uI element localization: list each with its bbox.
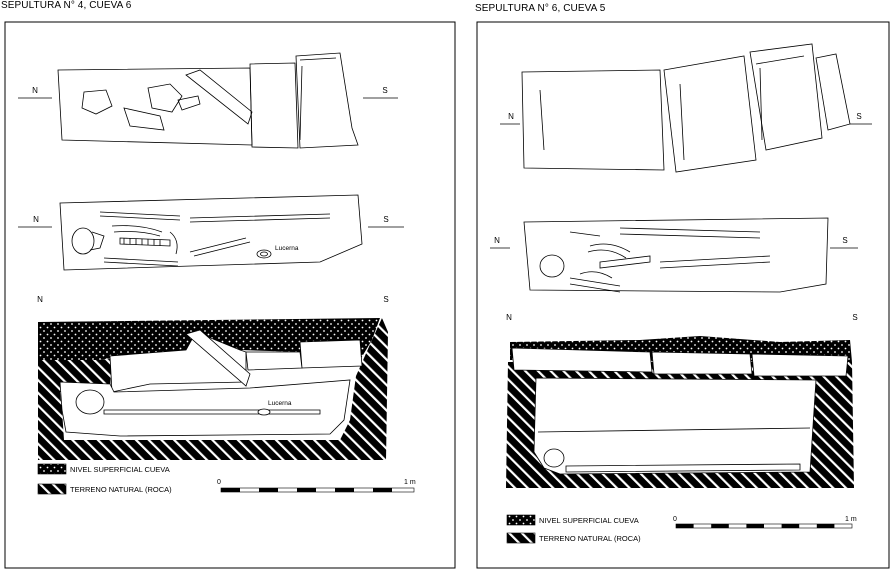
left-scale-start: 0	[217, 479, 221, 486]
right-scale-start: 0	[673, 516, 677, 523]
right-section-north-label: N	[506, 313, 512, 322]
right-panel-title: SEPULTURA N° 6, CUEVA 5	[475, 3, 606, 14]
left-scale-end: 1 m	[404, 479, 416, 486]
left-legend-swatch-hatch	[38, 484, 66, 494]
right-legend-swatch-dots	[507, 515, 535, 525]
left-section-north-label: N	[37, 295, 43, 304]
left-panel-title: SEPULTURA N° 4, CUEVA 6	[1, 0, 132, 11]
right-plan-skeleton	[490, 218, 858, 292]
left-plan-skeleton	[18, 195, 404, 270]
right-panel	[477, 22, 889, 568]
right-scale-end: 1 m	[845, 516, 857, 523]
left-legend-swatch-dots	[38, 464, 66, 474]
right-plan-top-north-label: N	[508, 112, 514, 121]
left-plan-slabs	[18, 53, 398, 148]
left-plan-skeleton-south-label: S	[383, 215, 389, 224]
right-plan-skeleton-south-label: S	[842, 236, 848, 245]
right-legend-label-surface: NIVEL SUPERFICIAL CUEVA	[539, 516, 639, 525]
right-legend-swatch-hatch	[507, 533, 535, 543]
right-plan-top-south-label: S	[856, 112, 862, 121]
right-scale-bar	[673, 516, 857, 528]
left-plan-top-north-label: N	[32, 86, 38, 95]
right-plan-skeleton-north-label: N	[494, 236, 500, 245]
right-section	[506, 313, 858, 488]
left-section-south-label: S	[383, 295, 389, 304]
left-legend-label-surface: NIVEL SUPERFICIAL CUEVA	[70, 465, 170, 474]
right-plan-slabs	[500, 44, 872, 172]
left-lucerna-section-label: Lucerna	[268, 400, 292, 407]
left-legend	[38, 464, 172, 494]
right-legend-label-rock: TERRENO NATURAL (ROCA)	[539, 534, 641, 543]
left-legend-label-rock: TERRENO NATURAL (ROCA)	[70, 485, 172, 494]
left-section	[37, 295, 389, 460]
right-legend	[507, 515, 641, 543]
left-plan-top-south-label: S	[382, 86, 388, 95]
left-plan-skeleton-north-label: N	[33, 215, 39, 224]
left-lucerna-plan-label: Lucerna	[275, 245, 299, 252]
left-panel	[5, 22, 455, 568]
right-section-south-label: S	[852, 313, 858, 322]
left-scale-bar	[217, 479, 416, 492]
